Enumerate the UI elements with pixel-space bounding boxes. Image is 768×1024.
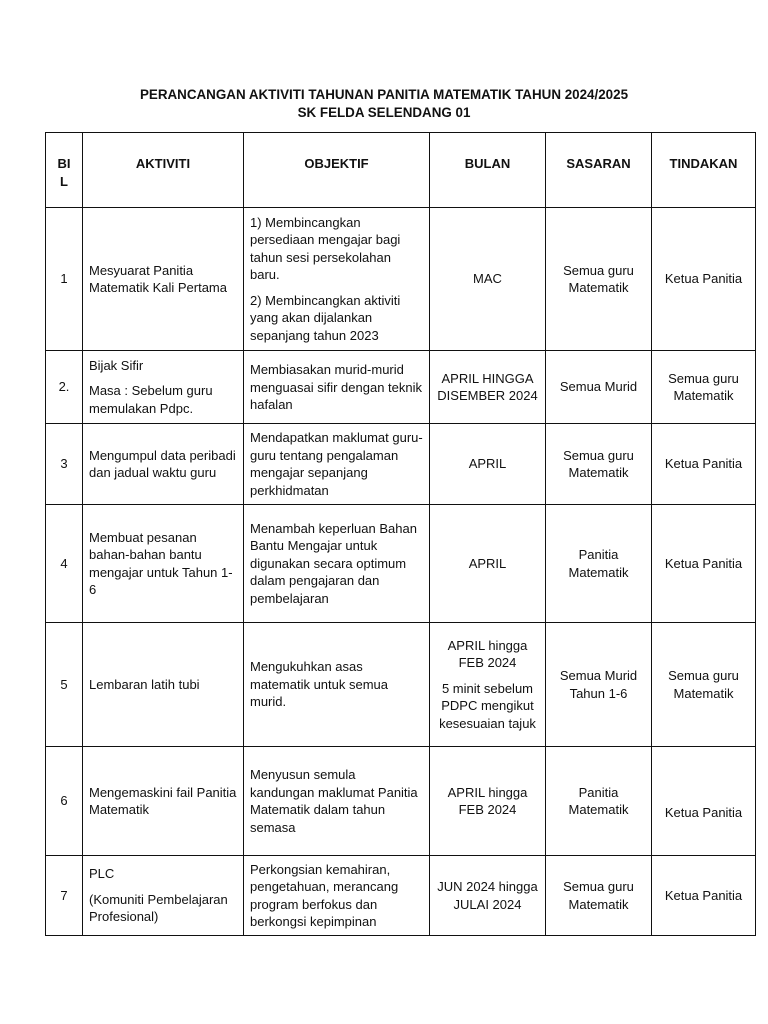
cell-bulan: APRIL <box>430 505 546 623</box>
cell-bulan: APRIL hingga FEB 2024 <box>430 747 546 856</box>
cell-bil: 1 <box>46 208 83 351</box>
cell-tindakan: Ketua Panitia <box>652 856 756 936</box>
cell-objektif: Perkongsian kemahiran, pengetahuan, merancang program berfokus dan berkongsi kepimpinan <box>244 856 430 936</box>
cell-bil: 4 <box>46 505 83 623</box>
cell-bulan: MAC <box>430 208 546 351</box>
header-tindakan: TINDAKAN <box>652 133 756 208</box>
table-row <box>46 747 756 856</box>
header-objektif: OBJEKTIF <box>244 133 430 208</box>
title-line-2: SK FELDA SELENDANG 01 <box>297 105 471 120</box>
table-row <box>46 424 756 505</box>
cell-tindakan: Semua guru Matematik <box>652 351 756 424</box>
cell-aktiviti: Mengumpul data peribadi dan jadual waktu guru <box>83 424 244 505</box>
header-bil: BI L <box>46 133 83 208</box>
cell-objektif: Mendapatkan maklumat guru-guru tentang pengalaman mengajar sepanjang perkhidmatan <box>244 424 430 505</box>
cell-bil: 6 <box>46 747 83 856</box>
cell-tindakan: Ketua Panitia <box>652 208 756 351</box>
header-row <box>46 133 756 208</box>
table-row <box>46 351 756 424</box>
cell-sasaran: Semua guru Matematik <box>546 208 652 351</box>
cell-aktiviti: Lembaran latih tubi <box>83 623 244 747</box>
cell-tindakan: Semua guru Matematik <box>652 623 756 747</box>
cell-sasaran: Semua guru Matematik <box>546 856 652 936</box>
cell-sasaran: Panitia Matematik <box>546 747 652 856</box>
cell-sasaran: Panitia Matematik <box>546 505 652 623</box>
title-line-1: PERANCANGAN AKTIVITI TAHUNAN PANITIA MATEMATIK TAHUN 2024/2025 <box>139 87 629 102</box>
cell-aktiviti: Mengemaskini fail Panitia Matematik <box>83 747 244 856</box>
header-aktiviti: AKTIVITI <box>83 133 244 208</box>
table-row <box>46 856 756 936</box>
cell-sasaran: Semua guru Matematik <box>546 424 652 505</box>
cell-aktiviti: PLC (Komuniti Pembelajaran Profesional) <box>83 856 244 936</box>
cell-bil: 2. <box>46 351 83 424</box>
table-row <box>46 623 756 747</box>
cell-bulan: JUN 2024 hingga JULAI 2024 <box>430 856 546 936</box>
document-title <box>0 86 768 122</box>
header-bulan: BULAN <box>430 133 546 208</box>
cell-bulan: APRIL <box>430 424 546 505</box>
header-sasaran: SASARAN <box>546 133 652 208</box>
cell-aktiviti: Mesyuarat Panitia Matematik Kali Pertama <box>83 208 244 351</box>
cell-aktiviti: Membuat pesanan bahan-bahan bantu mengajar untuk Tahun 1-6 <box>83 505 244 623</box>
cell-tindakan: Ketua Panitia <box>652 747 756 856</box>
cell-bil: 3 <box>46 424 83 505</box>
table-row <box>46 505 756 623</box>
cell-bulan: APRIL hingga FEB 2024 5 minit sebelum PDPC mengikut kesesuaian tajuk <box>430 623 546 747</box>
cell-objektif: 1) Membincangkan persediaan mengajar bagi tahun sesi persekolahan baru. 2) Membincangkan aktiviti yang akan dijalankan sepanjang tahun 2023 <box>244 208 430 351</box>
cell-bil: 5 <box>46 623 83 747</box>
cell-tindakan: Ketua Panitia <box>652 505 756 623</box>
cell-aktiviti: Bijak Sifir Masa : Sebelum guru memulakan Pdpc. <box>83 351 244 424</box>
cell-tindakan: Ketua Panitia <box>652 424 756 505</box>
cell-objektif: Menambah keperluan Bahan Bantu Mengajar untuk digunakan secara optimum dalam pengajaran dan pembelajaran <box>244 505 430 623</box>
cell-objektif: Membiasakan murid-murid menguasai sifir dengan teknik hafalan <box>244 351 430 424</box>
cell-bil: 7 <box>46 856 83 936</box>
activity-plan-table <box>45 132 756 936</box>
cell-sasaran: Semua Murid Tahun 1-6 <box>546 623 652 747</box>
cell-objektif: Mengukuhkan asas matematik untuk semua murid. <box>244 623 430 747</box>
cell-sasaran: Semua Murid <box>546 351 652 424</box>
cell-bulan: APRIL HINGGA DISEMBER 2024 <box>430 351 546 424</box>
cell-objektif: Menyusun semula kandungan maklumat Panitia Matematik dalam tahun semasa <box>244 747 430 856</box>
table-row <box>46 208 756 351</box>
